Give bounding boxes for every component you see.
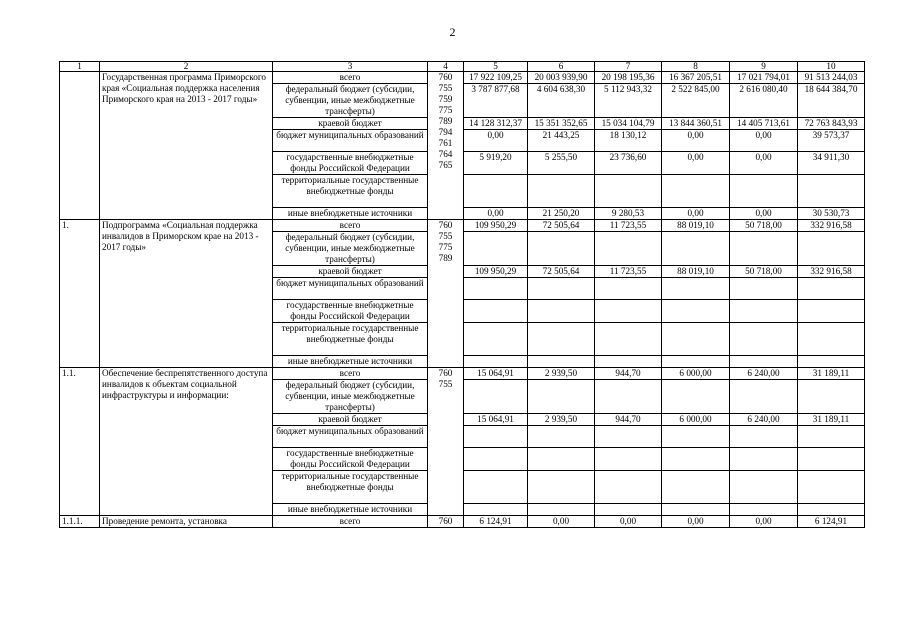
year-value: 0,00 [595,516,662,528]
column-header: 10 [798,62,865,72]
total-value: 39 573,37 [798,130,865,152]
year-value [595,380,662,414]
funding-source: федеральный бюджет (субсидии, субвенции, иные межбюджетные трансферты) [273,380,428,414]
year-value: 50 718,00 [730,220,798,232]
year-value: 11 723,55 [595,266,662,278]
year-value: 15 351 352,65 [528,118,595,130]
total-value [798,175,865,208]
year-value: 0,00 [730,152,798,175]
year-value: 944,70 [595,368,662,380]
funding-source: государственные внебюджетные фонды Российской Федерации [273,448,428,471]
total-value: 34 911,30 [798,152,865,175]
year-value [730,300,798,323]
funding-source: государственные внебюджетные фонды Российской Федерации [273,300,428,323]
year-value: 6 000,00 [662,368,730,380]
table-row [60,516,865,528]
year-value: 14 405 713,61 [730,118,798,130]
year-value: 0,00 [464,208,528,220]
year-value [662,356,730,368]
year-value [528,300,595,323]
program-name: Проведение ремонта, установка [100,516,273,528]
column-header: 8 [662,62,730,72]
funding-source: иные внебюджетные источники [273,504,428,516]
column-header: 7 [595,62,662,72]
year-value [528,426,595,448]
table-body [60,62,865,528]
funding-source: бюджет муниципальных образований [273,426,428,448]
year-value: 0,00 [662,208,730,220]
total-value: 6 124,91 [798,516,865,528]
row-number: 1. [60,220,100,368]
year-value [464,300,528,323]
year-value: 109 950,29 [464,220,528,232]
year-value [464,380,528,414]
year-value: 5 919,20 [464,152,528,175]
total-value [798,323,865,356]
program-name: Государственная программа Приморского края «Социальная поддержка населения Приморского края на 2013 - 2017 годы» [100,72,273,220]
year-value [730,356,798,368]
total-value [798,356,865,368]
year-value [730,232,798,266]
year-value [662,300,730,323]
year-value [595,471,662,504]
total-value: 18 644 384,70 [798,84,865,118]
funding-source: краевой бюджет [273,414,428,426]
year-value: 0,00 [730,130,798,152]
year-value: 0,00 [730,516,798,528]
year-value [595,278,662,300]
year-value [662,175,730,208]
budget-codes: 760 755 759 775 789 794 761 764 765 [428,72,464,220]
year-value: 0,00 [662,130,730,152]
year-value [595,448,662,471]
column-header: 2 [100,62,273,72]
year-value: 50 718,00 [730,266,798,278]
budget-codes: 760 755 [428,368,464,516]
year-value [595,504,662,516]
year-value [528,278,595,300]
year-value: 0,00 [528,516,595,528]
year-value [730,380,798,414]
row-number: 1.1.1. [60,516,100,528]
table-row [60,72,865,84]
column-header: 9 [730,62,798,72]
column-header: 6 [528,62,595,72]
table-row [60,220,865,232]
column-header-row [60,62,865,72]
year-value [730,323,798,356]
funding-source: всего [273,368,428,380]
year-value [662,278,730,300]
year-value [595,175,662,208]
year-value [595,356,662,368]
total-value [798,232,865,266]
year-value: 6 000,00 [662,414,730,426]
column-header: 3 [273,62,428,72]
budget-table [59,61,865,528]
year-value [662,380,730,414]
funding-source: всего [273,220,428,232]
year-value [528,448,595,471]
column-header: 4 [428,62,464,72]
funding-source: территориальные государственные внебюджетные фонды [273,175,428,208]
year-value [528,323,595,356]
budget-codes: 760 755 775 789 [428,220,464,368]
year-value: 0,00 [662,152,730,175]
year-value [662,232,730,266]
year-value: 6 240,00 [730,414,798,426]
year-value [528,504,595,516]
year-value [464,471,528,504]
program-name: Обеспечение беспрепятственного доступа инвалидов к объектам социальной инфраструктуры и информации: [100,368,273,516]
year-value: 4 604 638,30 [528,84,595,118]
year-value [595,426,662,448]
total-value: 91 513 244,03 [798,72,865,84]
year-value [662,471,730,504]
year-value: 16 367 205,51 [662,72,730,84]
year-value: 15 064,91 [464,368,528,380]
year-value: 23 736,60 [595,152,662,175]
year-value [464,175,528,208]
year-value: 2 939,50 [528,368,595,380]
year-value: 0,00 [730,208,798,220]
funding-source: краевой бюджет [273,118,428,130]
year-value: 0,00 [662,516,730,528]
year-value: 6 240,00 [730,368,798,380]
year-value: 20 198 195,36 [595,72,662,84]
year-value: 109 950,29 [464,266,528,278]
column-header: 1 [60,62,100,72]
column-header: 5 [464,62,528,72]
budget-codes: 760 [428,516,464,528]
total-value [798,471,865,504]
total-value [798,278,865,300]
year-value [730,471,798,504]
year-value [730,175,798,208]
page-number: 2 [449,25,456,39]
funding-source: бюджет муниципальных образований [273,130,428,152]
year-value: 2 522 845,00 [662,84,730,118]
row-number [60,72,100,220]
year-value [464,426,528,448]
year-value: 13 844 360,51 [662,118,730,130]
funding-source: всего [273,516,428,528]
year-value [730,278,798,300]
year-value [528,380,595,414]
year-value [528,232,595,266]
total-value [798,448,865,471]
year-value: 5 112 943,32 [595,84,662,118]
funding-source: территориальные государственные внебюджетные фонды [273,323,428,356]
year-value: 15 034 104,79 [595,118,662,130]
year-value: 15 064,91 [464,414,528,426]
year-value [662,448,730,471]
year-value [730,426,798,448]
year-value [730,448,798,471]
year-value [595,232,662,266]
year-value: 88 019,10 [662,220,730,232]
year-value: 11 723,55 [595,220,662,232]
year-value: 9 280,53 [595,208,662,220]
year-value [464,356,528,368]
year-value [730,504,798,516]
year-value: 88 019,10 [662,266,730,278]
year-value: 17 021 794,01 [730,72,798,84]
row-number: 1.1. [60,368,100,516]
year-value: 14 128 312,37 [464,118,528,130]
year-value: 2 939,50 [528,414,595,426]
year-value: 72 505,64 [528,220,595,232]
year-value: 0,00 [464,130,528,152]
funding-source: государственные внебюджетные фонды Российской Федерации [273,152,428,175]
funding-source: территориальные государственные внебюджетные фонды [273,471,428,504]
total-value: 30 530,73 [798,208,865,220]
year-value [528,356,595,368]
year-value [595,323,662,356]
funding-source: федеральный бюджет (субсидии, субвенции, иные межбюджетные трансферты) [273,84,428,118]
year-value: 20 003 939,90 [528,72,595,84]
total-value: 332 916,58 [798,220,865,232]
total-value [798,380,865,414]
year-value: 17 922 109,25 [464,72,528,84]
program-name: Подпрограмма «Социальная поддержка инвалидов в Приморском крае на 2013 - 2017 годы» [100,220,273,368]
year-value [464,323,528,356]
year-value [595,300,662,323]
year-value: 6 124,91 [464,516,528,528]
year-value: 21 250,20 [528,208,595,220]
table-row [60,368,865,380]
funding-source: иные внебюджетные источники [273,356,428,368]
year-value: 944,70 [595,414,662,426]
year-value: 5 255,50 [528,152,595,175]
year-value [464,278,528,300]
year-value: 2 616 080,40 [730,84,798,118]
total-value: 31 189,11 [798,414,865,426]
total-value [798,426,865,448]
year-value: 72 505,64 [528,266,595,278]
year-value [528,175,595,208]
year-value [528,471,595,504]
year-value [464,504,528,516]
year-value [662,323,730,356]
funding-source: всего [273,72,428,84]
total-value: 332 916,58 [798,266,865,278]
total-value: 31 189,11 [798,368,865,380]
year-value [464,448,528,471]
funding-source: федеральный бюджет (субсидии, субвенции, иные межбюджетные трансферты) [273,232,428,266]
funding-source: иные внебюджетные источники [273,208,428,220]
year-value: 18 130,12 [595,130,662,152]
year-value: 21 443,25 [528,130,595,152]
year-value [662,426,730,448]
funding-source: бюджет муниципальных образований [273,278,428,300]
year-value [464,232,528,266]
total-value [798,504,865,516]
funding-source: краевой бюджет [273,266,428,278]
total-value: 72 763 843,93 [798,118,865,130]
total-value [798,300,865,323]
year-value: 3 787 877,68 [464,84,528,118]
year-value [662,504,730,516]
